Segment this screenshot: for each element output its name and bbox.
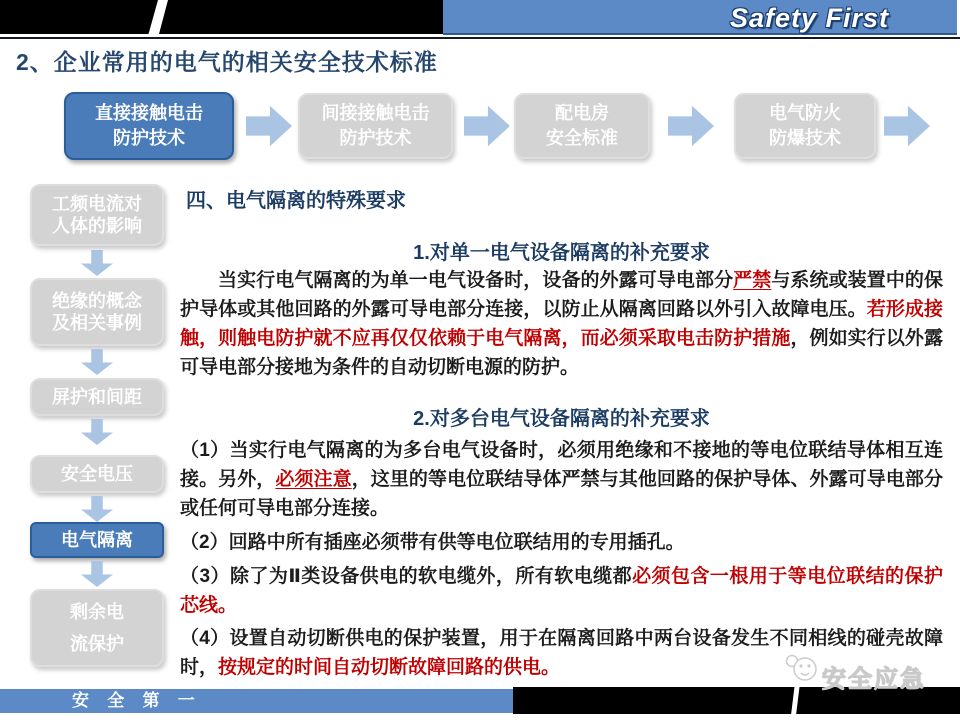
emphasis-text: 若形成接触，则触电防护就不应再仅仅依赖于电气隔离，而必须采取电击防护措施 <box>180 299 943 349</box>
arrow-right-icon <box>884 104 930 148</box>
sidebar-item-label: 人体的影响 <box>52 216 142 236</box>
body-text: ，这里的等电位联结导体严禁与其他回路的保护导体、外露可导电部分或任何可导电部分连接。 <box>180 469 943 519</box>
arrow-down-icon <box>81 419 113 445</box>
sidebar-item-residual-current-protection <box>30 589 164 667</box>
subsection-2-title: 2.对多台电气设备隔离的补充要求 <box>413 408 710 430</box>
sidebar-item-power-frequency-current <box>30 184 164 246</box>
header-brand-bar <box>443 0 957 35</box>
footer-slogan: 安 全 第 一 <box>72 691 202 710</box>
page-title: 2、企业常用的电气的相关安全技术标准 <box>16 49 438 75</box>
flow-step-label: 安全标准 <box>546 127 618 148</box>
body-text: （4）设置自动切断供电的保护装置，用于在隔离回路中两台设备发生不同相线的碰壳故障时， <box>180 628 943 678</box>
sidebar-item-label: 绝缘的概念 <box>52 290 142 311</box>
brand-text: Safety First <box>729 3 889 33</box>
body-text: （2）回路中所有插座必须带有供等电位联结用的专用插孔。 <box>180 532 685 553</box>
body-text: 当实行电气隔离的为单一电气设备时，设备的外露可导电部分 <box>218 270 734 291</box>
emphasis-text: 必须包含一根用于等电位联结的保护芯线。 <box>180 566 943 616</box>
flow-step-label: 电气防火 <box>769 102 841 123</box>
sidebar-item-label: 屏护和间距 <box>52 386 142 407</box>
paragraph-item-3 <box>180 562 943 620</box>
body-text: （3）除了为Ⅱ类设备供电的软电缆外，所有软电缆都 <box>180 566 633 587</box>
arrow-right-icon <box>464 104 510 148</box>
flow-step-label: 直接接触电击 <box>95 102 203 123</box>
paragraph-item-2 <box>180 528 943 557</box>
emphasis-text: 按规定的时间自动切断故障回路的供电。 <box>218 657 561 678</box>
arrow-down-icon <box>81 496 113 522</box>
emphasis-text: 严禁 <box>733 270 772 291</box>
flow-step-label: 防护技术 <box>113 127 185 148</box>
arrow-right-icon <box>668 104 714 148</box>
flow-step-fire-explosion-protection <box>734 93 876 159</box>
flow-step-direct-contact-protection <box>64 92 234 160</box>
flow-step-label: 间接接触电击 <box>321 102 430 123</box>
sidebar-item-label: 及相关事例 <box>52 313 142 333</box>
paragraph-single-device <box>180 266 943 382</box>
mascot-icon <box>782 653 824 689</box>
header-black-bar-left <box>0 0 158 34</box>
sidebar-item-label: 安全电压 <box>61 463 133 484</box>
header-underline <box>0 37 960 39</box>
sidebar-item-insulation-concept <box>30 278 164 346</box>
flow-step-distribution-room <box>514 93 650 159</box>
flow-step-label: 配电房 <box>555 102 609 123</box>
footer-slogan-bar <box>0 689 513 713</box>
sidebar-item-safe-voltage <box>30 455 164 493</box>
arrow-right-icon <box>246 104 292 148</box>
body-text: ，例如实行以外露可导电部分接地为条件的自动切断电源的防护。 <box>180 328 943 378</box>
paragraph-item-1 <box>180 436 943 523</box>
arrow-down-icon <box>81 250 113 276</box>
sidebar-item-label: 流保护 <box>70 634 124 654</box>
flow-step-label: 防护技术 <box>339 127 412 148</box>
sidebar-item-label: 剩余电 <box>70 601 124 622</box>
flow-step-label: 防爆技术 <box>769 127 841 148</box>
header-black-bar-middle <box>159 0 445 34</box>
sidebar-item-electrical-isolation <box>30 522 164 558</box>
watermark-text: 安全应急 <box>822 666 926 693</box>
flow-step-indirect-contact-protection <box>298 93 453 159</box>
sidebar-item-label: 工频电流对 <box>52 193 142 214</box>
body-text: 与系统或装置中的保护导体或其他回路的外露可导电部分连接，以防止从隔离回路以外引入故障电压。 <box>180 270 943 320</box>
subsection-1-title: 1.对单一电气设备隔离的补充要求 <box>413 242 710 264</box>
body-text: （1）当实行电气隔离的为多台电气设备时，必须用绝缘和不接地的等电位联结导体相互连接。另外， <box>180 440 943 490</box>
emphasis-text: 必须注意 <box>275 469 352 490</box>
sidebar-item-shielding-and-clearance <box>30 378 164 416</box>
sidebar-item-label: 电气隔离 <box>61 529 133 550</box>
section-title: 四、电气隔离的特殊要求 <box>186 190 406 212</box>
arrow-down-icon <box>81 349 113 375</box>
arrow-down-icon <box>81 561 113 587</box>
